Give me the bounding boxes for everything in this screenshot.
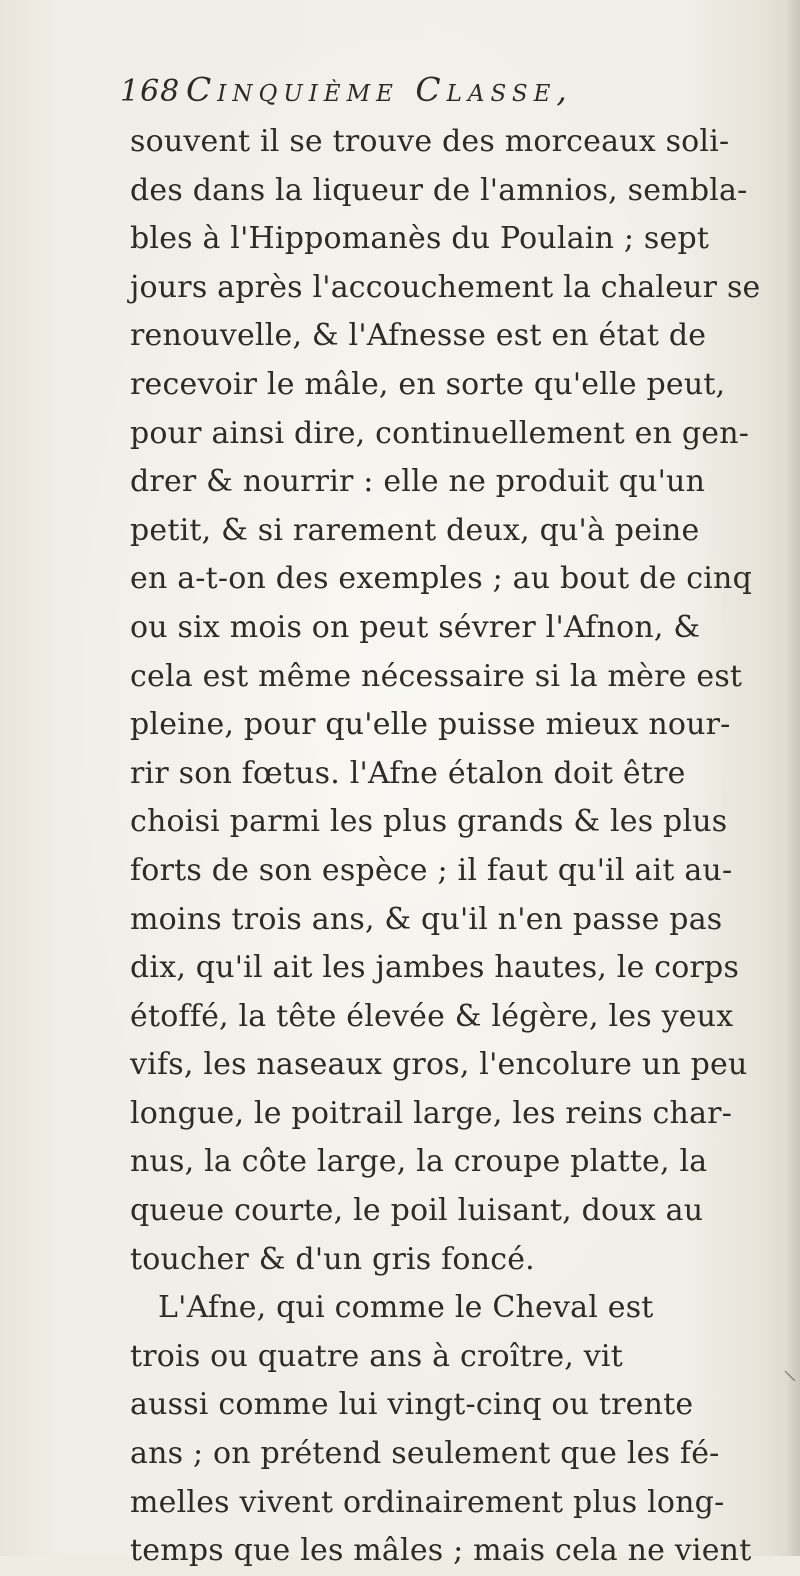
text-line: en a-t-on des exemples ; au bout de cinq xyxy=(130,561,752,597)
paragraph-start-line: L'Afne, qui comme le Cheval est xyxy=(158,1290,654,1326)
text-line: toucher & d'un gris foncé. xyxy=(130,1241,535,1277)
text-line: aussi comme lui vingt-cinq ou trente xyxy=(130,1387,694,1423)
ink-stroke-mark xyxy=(784,1370,796,1382)
page-number: 168 xyxy=(120,74,181,109)
text-line: melles vivent ordinairement plus long- xyxy=(130,1484,725,1520)
text-line: cela est même nécessaire si la mère est xyxy=(130,658,743,694)
text-line: recevoir le mâle, en sorte qu'elle peut, xyxy=(130,366,726,402)
text-line: dix, qu'il ait les jambes hautes, le corps xyxy=(130,950,740,986)
text-line: renouvelle, & l'Afnesse est en état de xyxy=(130,318,707,354)
text-line: rir son fœtus. l'Afne étalon doit être xyxy=(130,755,686,791)
text-line: choisi parmi les plus grands & les plus xyxy=(130,804,728,840)
text-line: ans ; on prétend seulement que les fé- xyxy=(130,1436,720,1472)
text-line: bles à l'Hippomanès du Poulain ; sept xyxy=(130,221,710,257)
text-line: ou six mois on peut sévrer l'Afnon, & xyxy=(130,609,701,645)
text-line: nus, la côte large, la croupe platte, la xyxy=(130,1144,708,1180)
text-line: jours après l'accouchement la chaleur se xyxy=(130,269,761,305)
body-text xyxy=(130,118,790,1576)
text-line: étoffé, la tête élevée & légère, les yeux xyxy=(130,998,734,1034)
text-line: des dans la liqueur de l'amnios, sembla- xyxy=(130,172,748,208)
text-line: vifs, les naseaux gros, l'encolure un peu xyxy=(130,1047,748,1083)
text-line: petit, & si rarement deux, qu'à peine xyxy=(130,512,700,548)
text-line: pleine, pour qu'elle puisse mieux nour- xyxy=(130,707,731,743)
text-line: moins trois ans, & qu'il n'en passe pas xyxy=(130,901,723,937)
text-line: trois ou quatre ans à croître, vit xyxy=(130,1338,623,1374)
text-line: longue, le poitrail large, les reins char- xyxy=(130,1095,733,1131)
text-line: pour ainsi dire, continuellement en gen- xyxy=(130,415,750,451)
running-head: Cinquième Classe, xyxy=(186,70,573,109)
text-line: queue courte, le poil luisant, doux au xyxy=(130,1193,704,1229)
page-header xyxy=(120,70,760,114)
text-line: drer & nourrir : elle ne produit qu'un xyxy=(130,464,706,500)
text-line: temps que les mâles ; mais cela ne vient xyxy=(130,1533,752,1569)
text-line: souvent il se trouve des morceaux soli- xyxy=(130,124,730,159)
text-line: forts de son espèce ; il faut qu'il ait au- xyxy=(130,852,733,888)
